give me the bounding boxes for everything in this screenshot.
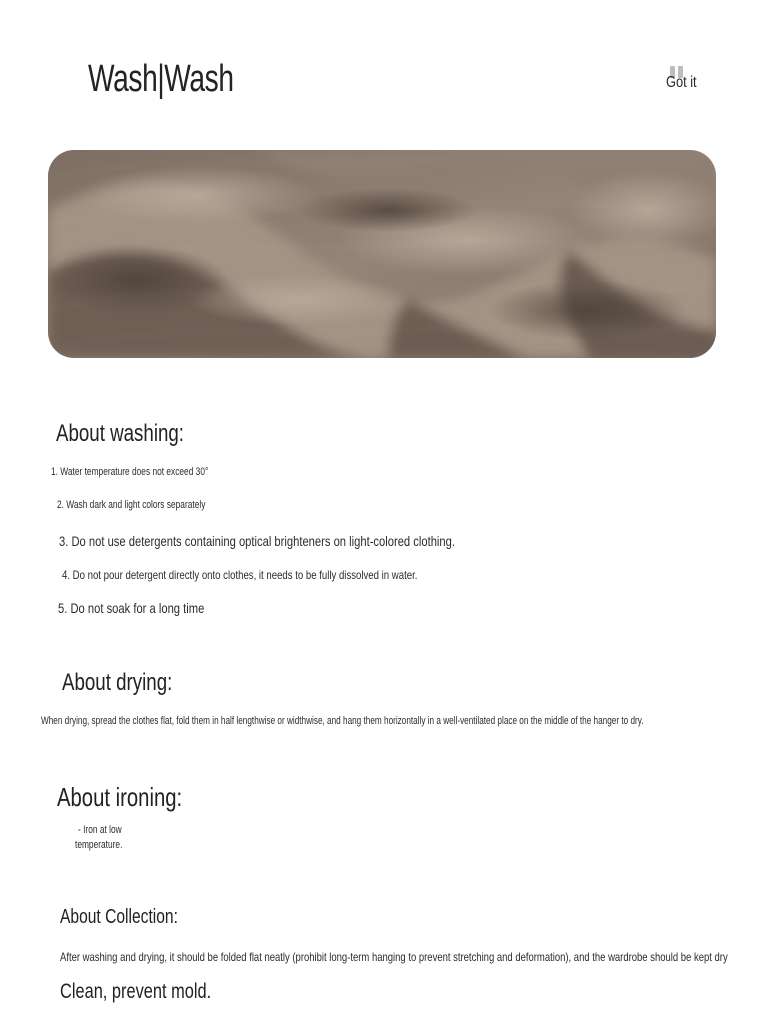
ironing-title: About ironing: [57, 782, 183, 812]
drying-text: When drying, spread the clothes flat, fold them in half lengthwise or widthwise, and hang them horizontally in a well-ventilated place on the middle of the hanger to dry. [41, 715, 644, 727]
washing-item-3: 3. Do not use detergents containing optical brighteners on light-colored clothing. [59, 533, 455, 549]
washing-item-2: 2. Wash dark and light colors separately [57, 499, 206, 511]
got-it-button[interactable] [664, 66, 704, 98]
washing-item-4: 4. Do not pour detergent directly onto clothes, it needs to be fully dissolved in water. [62, 568, 418, 582]
knit-fabric-image [48, 150, 716, 358]
ironing-line-2: temperature. [75, 839, 123, 851]
drying-title: About drying: [62, 669, 173, 696]
collection-text: After washing and drying, it should be folded flat neatly (prohibit long-term hanging to prevent stretching and deformation), and the wardrobe should be kept dry [60, 950, 728, 964]
washing-item-5: 5. Do not soak for a long time [58, 600, 205, 616]
collection-title: About Collection: [60, 906, 178, 928]
washing-item-1: 1. Water temperature does not exceed 30° [51, 466, 209, 478]
brand-logo: Wash|Wash [88, 58, 234, 100]
got-it-label: Got it [666, 74, 697, 91]
ironing-line-1: - Iron at low [78, 824, 122, 836]
washing-title: About washing: [56, 420, 185, 447]
collection-footer: Clean, prevent mold. [60, 980, 212, 1003]
